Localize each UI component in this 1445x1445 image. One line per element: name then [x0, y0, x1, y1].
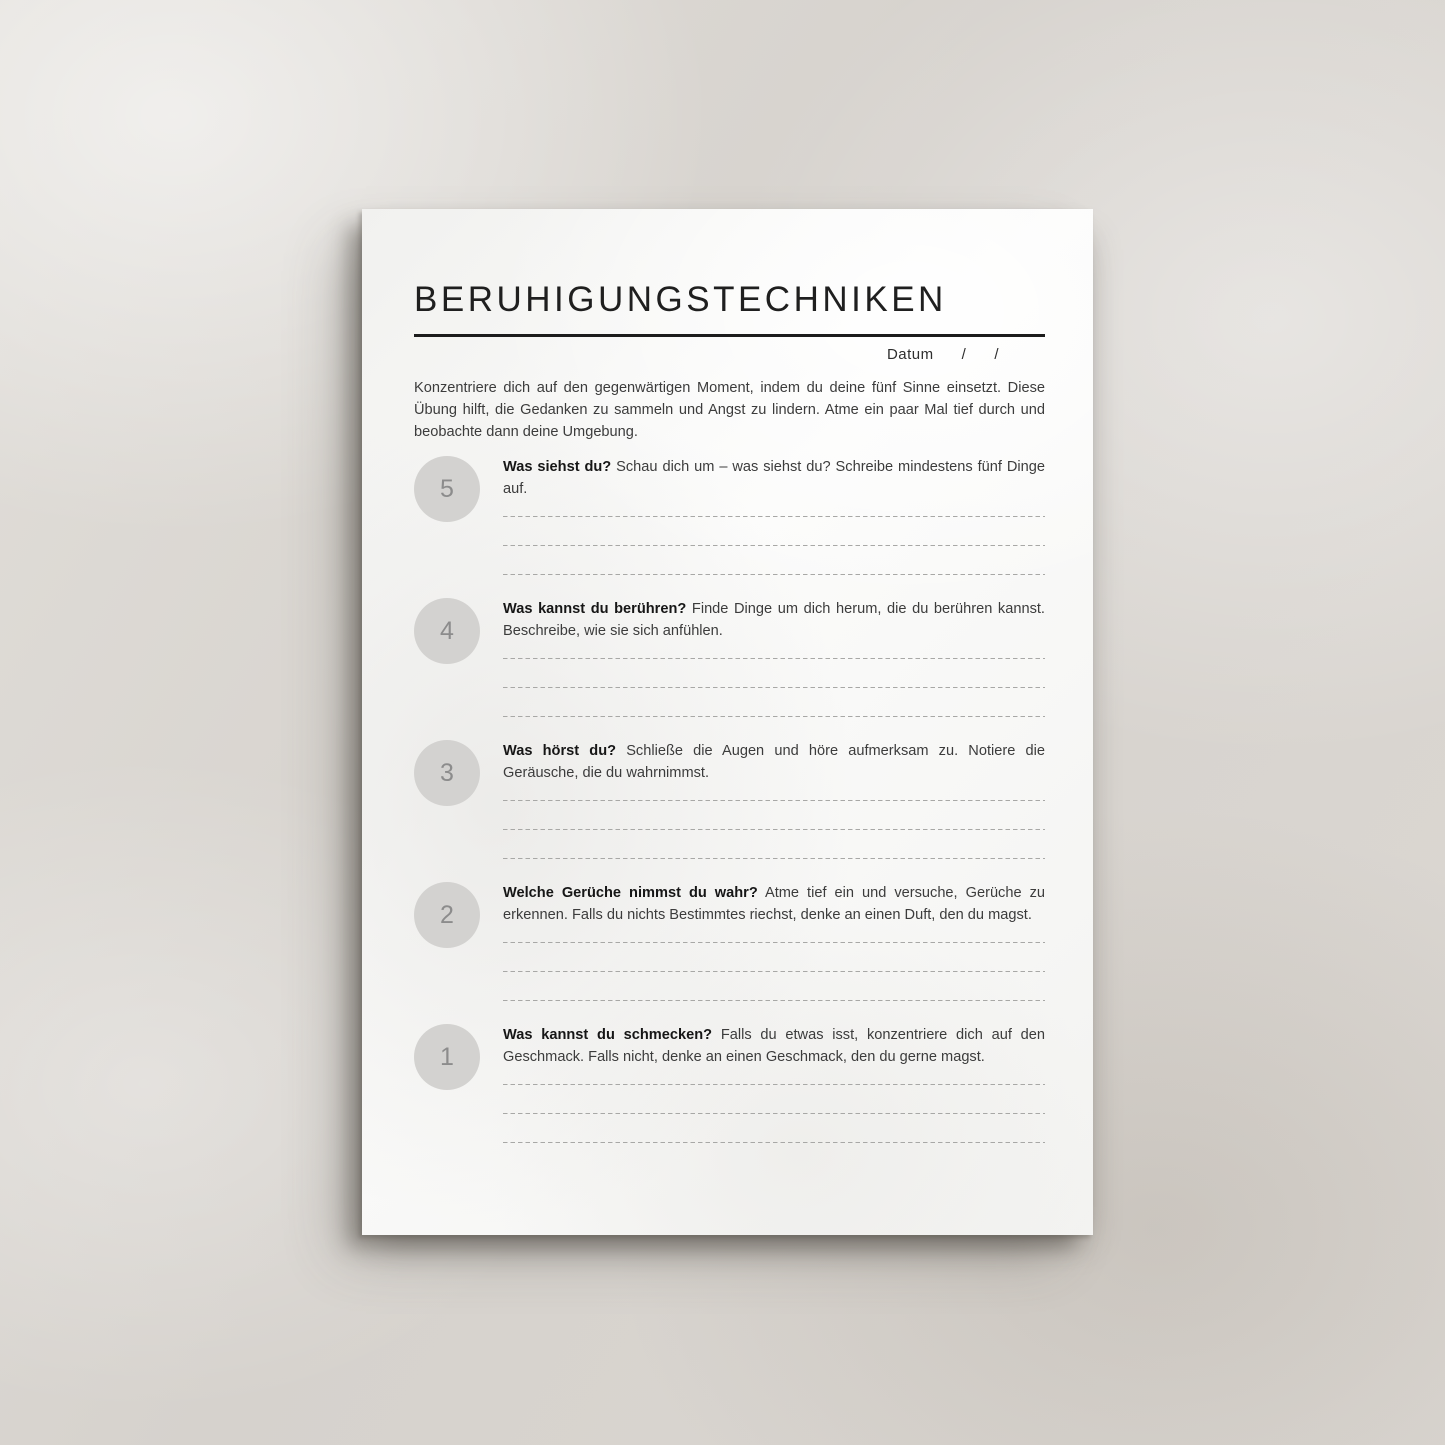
worksheet-page: [362, 209, 1093, 1235]
section-item-3: [414, 740, 1045, 859]
write-line: [503, 546, 1045, 575]
section-description: Schau dich um – was siehst du? Schreibe mindestens fünf Dinge auf.: [503, 459, 1045, 497]
section-item-2: [414, 882, 1045, 1001]
section-question: Was kannst du berühren?: [503, 601, 687, 617]
write-line: [503, 943, 1045, 972]
section-body: [503, 598, 1045, 717]
write-line: [503, 972, 1045, 1001]
date-label: Datum: [886, 346, 934, 363]
section-body: [503, 456, 1045, 575]
section-question: Welche Gerüche nimmst du wahr?: [503, 885, 758, 901]
section-number: 5: [440, 474, 454, 503]
section-description: Schließe die Augen und höre aufmerksam zu. Notiere die Geräusche, die du wahrnimmst.: [503, 743, 1045, 781]
write-line: [503, 1068, 1045, 1085]
section-text: [503, 1024, 1045, 1068]
section-item-1: [414, 1024, 1045, 1143]
write-lines: [503, 1068, 1045, 1143]
date-separator: /: [994, 346, 999, 363]
section-number-badge: [414, 882, 480, 948]
write-line: [503, 517, 1045, 546]
section-description: Atme tief ein und versuche, Gerüche zu erkennen. Falls du nichts Bestimmtes riechst, denke an einen Duft, den du magst.: [503, 885, 1046, 923]
write-line: [503, 830, 1045, 859]
write-line: [503, 642, 1045, 659]
section-number: 2: [440, 900, 454, 929]
section-number-badge: [414, 740, 480, 806]
title-divider: [414, 334, 1045, 337]
section-question: Was hörst du?: [503, 743, 617, 759]
section-description: Falls du etwas isst, konzentriere dich auf den Geschmack. Falls nicht, denke an einen Geschmack, den du gerne magst.: [503, 1027, 1045, 1065]
section-number-badge: [414, 598, 480, 664]
section-text: [503, 598, 1045, 642]
write-line: [503, 926, 1045, 943]
section-body: [503, 740, 1045, 859]
section-text: [503, 456, 1045, 500]
write-line: [503, 1085, 1045, 1114]
section-number-badge: [414, 456, 480, 522]
write-line: [503, 659, 1045, 688]
write-line: [503, 500, 1045, 517]
write-lines: [503, 642, 1045, 717]
section-number: 1: [440, 1042, 454, 1071]
section-number: 3: [440, 758, 454, 787]
page-title: BERUHIGUNGSTECHNIKEN: [414, 280, 947, 319]
section-item-5: [414, 456, 1045, 575]
section-body: [503, 1024, 1045, 1143]
write-line: [503, 801, 1045, 830]
section-question: Was kannst du schmecken?: [503, 1027, 713, 1043]
write-lines: [503, 784, 1045, 859]
date-row: [414, 346, 1045, 363]
section-number: 4: [440, 616, 454, 645]
intro-paragraph: Konzentriere dich auf den gegenwärtigen Moment, indem du deine fünf Sinne einsetzt. Diese Übung hilft, die Gedanken zu sammeln und Angst zu lindern. Atme ein paar Mal tief durch und beobachte dann deine Umgebung.: [414, 380, 1045, 440]
write-lines: [503, 500, 1045, 575]
section-number-badge: [414, 1024, 480, 1090]
section-description: Finde Dinge um dich herum, die du berühren kannst. Beschreibe, wie sie sich anfühlen.: [503, 601, 1045, 639]
section-body: [503, 882, 1045, 1001]
section-text: [503, 740, 1045, 784]
section-item-4: [414, 598, 1045, 717]
write-line: [503, 784, 1045, 801]
write-lines: [503, 926, 1045, 1001]
date-separator: /: [961, 346, 967, 363]
sections-list: [414, 456, 1045, 1143]
section-question: Was siehst du?: [503, 459, 612, 475]
write-line: [503, 688, 1045, 717]
write-line: [503, 1114, 1045, 1143]
section-text: [503, 882, 1045, 926]
